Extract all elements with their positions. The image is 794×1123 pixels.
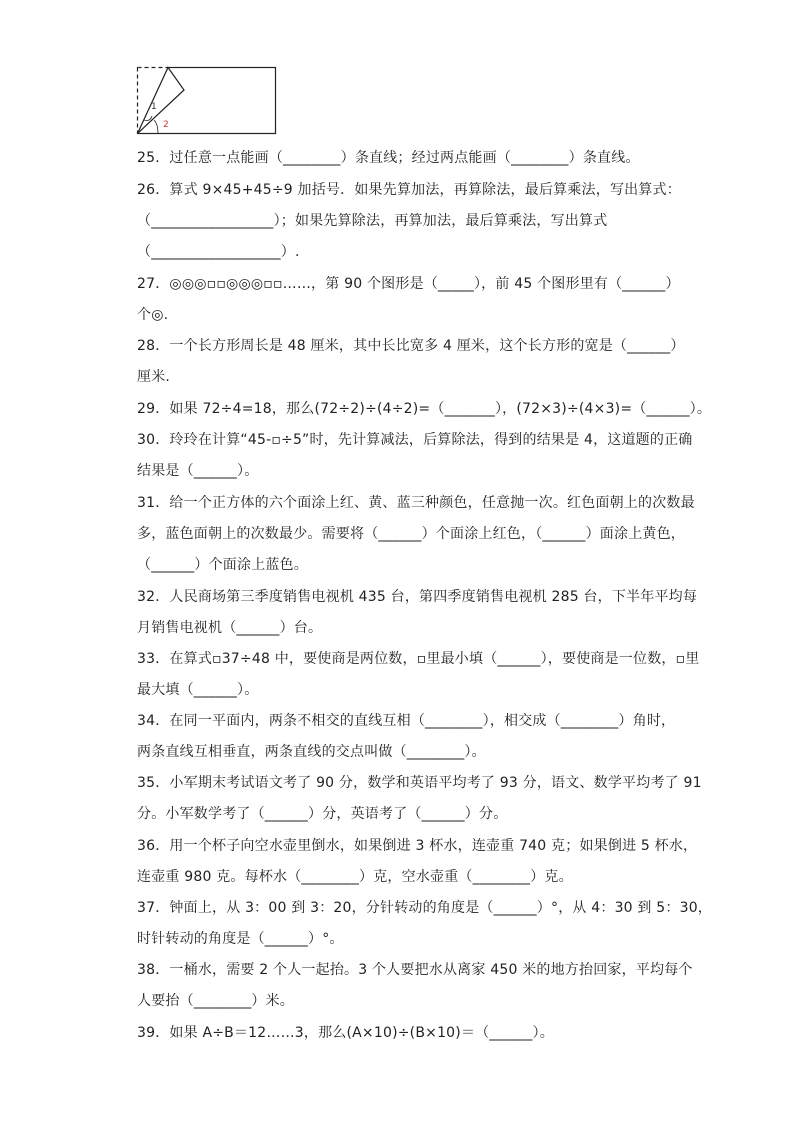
question-28-line-1: 28．一个长方形周长是 48 厘米，其中长比宽多 4 厘米，这个长方形的宽是（______） — [137, 338, 685, 354]
question-33-line-2: 最大填（______）。 — [137, 682, 259, 698]
folded-flap — [138, 68, 185, 134]
rectangle-outline — [138, 68, 276, 134]
question-31-line-2: 多，蓝色面朝上的次数最少。需要将（______）个面涂上红色，（______）面涂上黄色， — [137, 526, 685, 542]
question-36-line-1: 36．用一个杯子向空水壶里倒水，如果倒进 3 杯水，连壶重 740 克；如果倒进 5 杯水， — [137, 838, 698, 854]
question-28-line-2: 厘米. — [137, 369, 171, 385]
question-26-line-3: （__________________）. — [137, 244, 300, 260]
folded-rectangle-figure — [136, 64, 278, 136]
question-34-line-2: 两条直线互相垂直，两条直线的交点叫做（________）。 — [137, 744, 486, 760]
question-27-line-1: 27．◎◎◎▫▫◎◎◎▫▫……，第 90 个图形是（_____），前 45 个图形里有（______） — [137, 276, 680, 292]
question-27-line-2: 个◎. — [137, 307, 169, 323]
question-31-line-1: 31．给一个正方体的六个面涂上红、黄、蓝三种颜色，任意抛一次。红色面朝上的次数最 — [137, 495, 695, 511]
question-32-line-2: 月销售电视机（______）台。 — [137, 620, 323, 636]
question-39-line-1: 39．如果 A÷B＝12……3，那么(A×10)÷(B×10)＝（______）。 — [137, 1025, 554, 1041]
question-38-line-2: 人要抬（________）米。 — [137, 993, 294, 1009]
question-37-line-2: 时针转动的角度是（______）°。 — [137, 931, 344, 947]
question-33-line-1: 33．在算式▫37÷48 中，要使商是两位数，▫里最小填（______），要使商是一位数，▫里 — [137, 651, 700, 667]
question-38-line-1: 38．一桶水，需要 2 个人一起抬。3 个人要把水从离家 450 米的地方抬回家，平均每个 — [137, 962, 693, 978]
question-29-line-1: 29．如果 72÷4=18，那么(72÷2)÷(4÷2)=（_______），(72×3)÷(4×3)=（______）。 — [137, 401, 712, 417]
question-36-line-2: 连壶重 980 克。每杯水（________）克，空水壶重（________）克。 — [137, 869, 573, 885]
question-31-line-3: （______）个面涂上蓝色。 — [137, 557, 308, 573]
question-35-line-2: 分。小军数学考了（______）分，英语考了（______）分。 — [137, 806, 508, 822]
question-26-line-1: 26．算式 9×45+45÷9 加括号．如果先算加法，再算除法，最后算乘法，写出算式： — [137, 182, 681, 198]
question-32-line-1: 32．人民商场第三季度销售电视机 435 台，第四季度销售电视机 285 台，下半年平均每 — [137, 589, 698, 605]
question-30-line-1: 30．玲玲在计算“45-▫÷5”时，先计算减法，后算除法，得到的结果是 4，这道题的正确 — [137, 432, 693, 448]
question-30-line-2: 结果是（______）。 — [137, 463, 259, 479]
question-37-line-1: 37．钟面上，从 3：00 到 3：20，分针转动的角度是（______）°，从 4：30 到 5：30， — [137, 900, 713, 916]
angle-label-1: 1 — [151, 102, 157, 112]
angle-arc-2 — [154, 120, 158, 134]
question-34-line-1: 34．在同一平面内，两条不相交的直线互相（________），相交成（________）角时， — [137, 713, 676, 729]
angle-label-2: 2 — [163, 120, 169, 130]
question-35-line-1: 35．小军期末考试语文考了 90 分，数学和英语平均考了 93 分，语文、数学平均考了 91 — [137, 775, 702, 791]
question-26-line-2: （_________________）；如果先算除法，再算加法，最后算乘法，写出算式 — [137, 213, 608, 229]
question-25-line-1: 25．过任意一点能画（________）条直线；经过两点能画（________）条直线。 — [137, 150, 640, 166]
